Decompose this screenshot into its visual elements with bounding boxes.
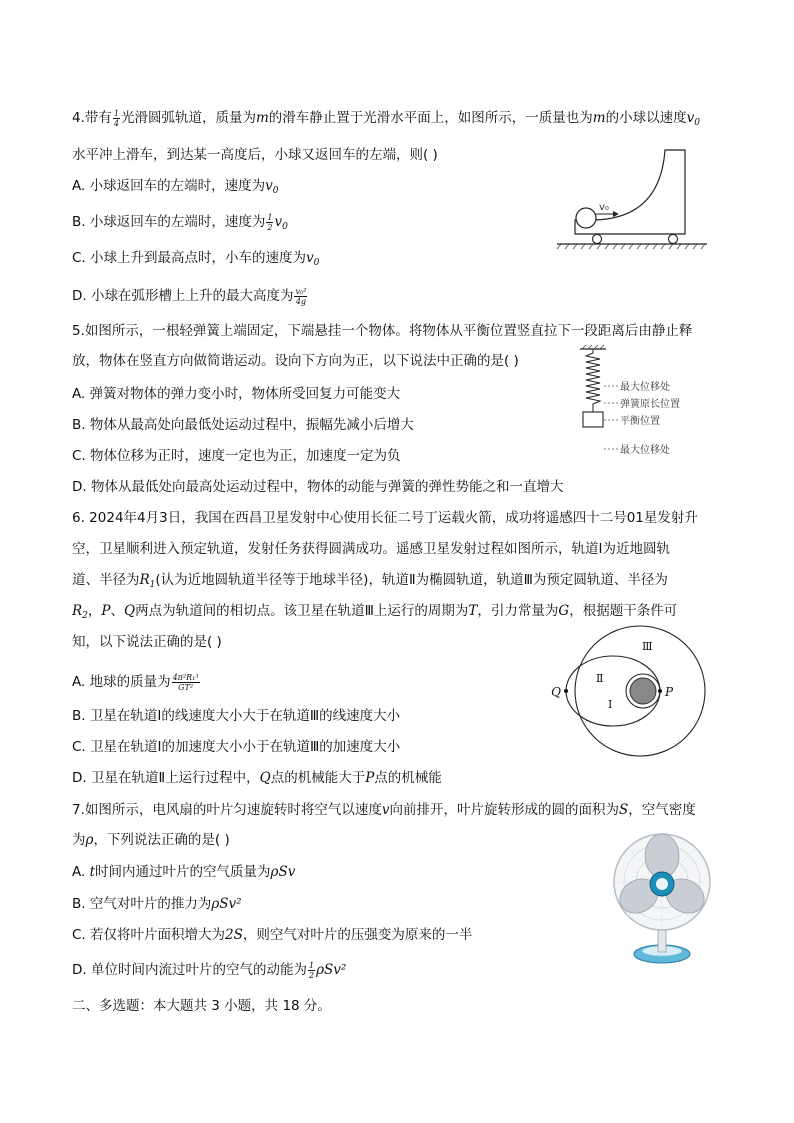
q6-stem-line4: $R_2$，P、Q两点为轨道间的相切点。该卫星在轨道Ⅲ上运行的周期为T，引力常量为G，根据题干条件可 [72,603,678,621]
q6-fig-q-label: Q [551,685,561,699]
q6-orbit-figure [551,628,690,758]
q7-stem-line1: 7.如图所示，电风扇的叶片匀速旋转时将空气以速度v向前排开，叶片旋转形成的圆的面积为S，空气密度 [72,802,696,818]
q4-stem-line2: 水平冲上滑车，到达某一高度后，小球又返回车的左端，则( ) [72,147,438,163]
q4-option-b: B. 小球返回车的左端时，速度为 $\frac{1}{2}$ $v_0$ [72,212,288,232]
q4-stem-line1: 4.带有 $\frac{1}{4}$ 光滑圆弧轨道，质量为m的滑车静止置于光滑水平面上，如图所示，一质量也为m的小球以速度$v_0$ [72,108,700,128]
q6-option-b: B. 卫星在轨道Ⅰ的线速度大小大于在轨道Ⅲ的线速度大小 [72,708,401,724]
q7-option-a: A. t时间内通过叶片的空气质量为ρSv [72,864,296,880]
q7-option-d: D. 单位时间内流过叶片的空气的动能为 $\frac{1}{2}$ ρSv² [72,960,347,980]
q6-fig-orbit-i: Ⅰ [608,698,613,711]
q4-cart-figure [555,148,710,256]
q5-option-a: A. 弹簧对物体的弹力变小时，物体所受回复力可能变大 [72,386,401,402]
q7-option-b: B. 空气对叶片的推力为ρSv² [72,896,242,912]
q5-option-d: D. 物体从最低处向最高处运动过程中，物体的动能与弹簧的弹性势能之和一直增大 [72,479,564,495]
q6-fig-p-label: P [665,685,674,699]
q7-fan-figure [606,830,718,968]
q5-fig-max-displacement-bottom: 最大位移处 [620,445,670,456]
q4-option-d: D. 小球在弧形槽上上升的最大高度为 $\frac{\text{v₀²}}{4g}$ [72,286,307,306]
q4-option-c: C. 小球上升到最高点时，小车的速度为$v_0$ [72,250,320,268]
q7-option-c: C. 若仅将叶片面积增大为2S，则空气对叶片的压强变为原来的一半 [72,927,473,943]
q5-spring-figure [572,345,722,460]
q6-stem-line2: 空，卫星顺利进入预定轨道，发射任务获得圆满成功。遥感卫星发射过程如图所示，轨道Ⅰ为近地圆轨 [72,541,670,557]
q5-option-b: B. 物体从最高处向最低处运动过程中，振幅先减小后增大 [72,417,414,433]
q5-stem-line2: 放，物体在竖直方向做简谐运动。设向下方向为正，以下说法中正确的是( ) [72,353,519,369]
q6-option-d: D. 卫星在轨道Ⅱ上运行过程中，Q点的机械能大于P点的机械能 [72,770,442,786]
q6-fig-orbit-ii: Ⅱ [596,672,604,685]
q5-fig-max-displacement-top: 最大位移处 [620,382,670,393]
q6-stem-line5: 知，以下说法正确的是( ) [72,634,222,650]
q7-stem-line2: 为ρ，下列说法正确的是( ) [72,832,230,848]
q6-stem-line1: 6. 2024年4月3日，我国在西昌卫星发射中心使用长征二号丁运载火箭，成功将遥感四十二号01星发射升 [72,510,698,526]
q6-option-a: A. 地球的质量为 $\frac{\text{4π²R₁³}}{\text{GT²}}$ [72,672,199,692]
q6-stem-line3: 道、半径为$R_1$(认为近地圆轨道半径等于地球半径)，轨道Ⅱ为椭圆轨道，轨道Ⅲ为预定圆轨道、半径为 [72,572,668,590]
q5-fig-natural-length: 弹簧原长位置 [620,399,680,410]
q5-stem-line1: 5.如图所示，一根轻弹簧上端固定，下端悬挂一个物体。将物体从平衡位置竖直拉下一段距离后由静止释 [72,323,693,339]
q4-quarter-fraction: $\frac{1}{4}$ [113,108,119,128]
q5-option-c: C. 物体位移为正时，速度一定也为正，加速度一定为负 [72,448,401,464]
q4-fig-v0-label: v₀ [599,202,609,213]
q4-option-a: A. 小球返回车的左端时，速度为$v_0$ [72,178,279,196]
q6-option-c: C. 卫星在轨道Ⅰ的加速度大小小于在轨道Ⅲ的加速度大小 [72,739,401,755]
section-2-heading: 二、多选题：本大题共 3 小题，共 18 分。 [72,998,331,1014]
q6-fig-orbit-iii: Ⅲ [642,640,653,653]
q5-fig-equilibrium: 平衡位置 [620,416,660,427]
